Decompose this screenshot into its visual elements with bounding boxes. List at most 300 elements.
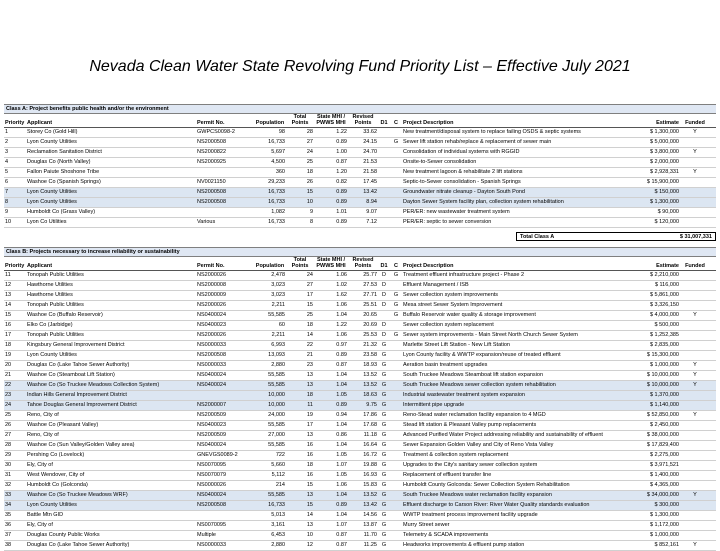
cell-priority: 29 bbox=[5, 452, 12, 458]
cell-points: 8 bbox=[309, 219, 313, 225]
cell-description: Reno-Stead water reclamation facility expansion to 4 MGD bbox=[403, 412, 546, 418]
cell-priority: 12 bbox=[5, 282, 12, 288]
cell-population: 55,585 bbox=[268, 422, 285, 428]
cell-applicant: Tonopah Public Utilities bbox=[27, 302, 84, 308]
cell-priority: 3 bbox=[5, 149, 9, 155]
cell-mhi: 1.01 bbox=[336, 209, 347, 215]
cell-description: Humboldt County Golconda: Sewer Collection System Rehabilitation bbox=[403, 482, 570, 488]
cell-permit: NS0070079 bbox=[197, 472, 227, 478]
cell-funded bbox=[680, 521, 710, 530]
cell-description: Sewer collection system replacement bbox=[403, 322, 494, 328]
cell-revised: 13.52 bbox=[363, 492, 377, 498]
cell-mhi: 1.06 bbox=[336, 302, 347, 308]
cell-revised: 13.52 bbox=[363, 382, 377, 388]
cell-description: Effluent Management / ISB bbox=[403, 282, 469, 288]
cell-funded bbox=[680, 331, 710, 340]
cell-mhi: 0.94 bbox=[336, 412, 347, 418]
cell-c bbox=[390, 511, 402, 520]
col-mhi: State MHI / PWWS MHI bbox=[316, 114, 346, 126]
cell-applicant: Tahoe Douglas General Improvement District bbox=[27, 402, 137, 408]
cell-c bbox=[390, 431, 402, 440]
cell-revised: 13.42 bbox=[363, 189, 377, 195]
cell-permit: NS0000033 bbox=[197, 542, 227, 548]
cell-priority: 34 bbox=[5, 502, 12, 508]
cell-estimate: $ 1,140,000 bbox=[649, 402, 679, 408]
cell-points: 28 bbox=[306, 129, 313, 135]
cell-population: 5,697 bbox=[271, 149, 285, 155]
cell-estimate: $ 1,400,000 bbox=[649, 472, 679, 478]
cell-description: PER/ER: septic to sewer conversion bbox=[403, 219, 492, 225]
cell-description: Groundwater nitrate cleanup - Dayton South Pond bbox=[403, 189, 525, 195]
cell-population: 10,000 bbox=[268, 402, 285, 408]
cell-c bbox=[390, 178, 402, 187]
cell-funded bbox=[680, 208, 710, 217]
cell-applicant: Lyon County Utilities bbox=[27, 139, 77, 145]
cell-priority: 14 bbox=[5, 302, 12, 308]
cell-revised: 27.71 bbox=[363, 292, 377, 298]
cell-population: 98 bbox=[278, 129, 285, 135]
cell-description: Sewer Expansion Golden Valley and City of Reno Vista Valley bbox=[403, 442, 554, 448]
cell-funded: Y bbox=[693, 542, 697, 548]
class-a-header: Class A: Project benefits public health and/or the environment bbox=[4, 104, 716, 114]
cell-points: 23 bbox=[306, 362, 313, 368]
table-row bbox=[4, 481, 716, 491]
cell-population: 10,000 bbox=[268, 392, 285, 398]
cell-applicant: Indian Hills General Improvement District bbox=[27, 392, 127, 398]
cell-d1: G bbox=[381, 512, 387, 518]
cell-description: South Truckee Meadows sewer collection system rehabilitation bbox=[403, 382, 556, 388]
cell-funded bbox=[680, 441, 710, 450]
cell-permit: NS0000033 bbox=[197, 342, 227, 348]
cell-estimate: $ 90,000 bbox=[657, 209, 679, 215]
cell-c bbox=[390, 441, 402, 450]
cell-points: 17 bbox=[306, 422, 313, 428]
cell-estimate: $ 15,900,000 bbox=[646, 179, 679, 185]
cell-estimate: $ 2,000,000 bbox=[649, 159, 679, 165]
cell-points: 22 bbox=[306, 342, 313, 348]
cell-permit: NS0400024 bbox=[197, 372, 227, 378]
cell-funded bbox=[680, 178, 710, 187]
cell-applicant: Kingsbury General Improvement District bbox=[27, 342, 125, 348]
cell-estimate: $ 3,326,150 bbox=[649, 302, 679, 308]
cell-points: 10 bbox=[306, 199, 313, 205]
cell-applicant: Douglas Co (North Valley) bbox=[27, 159, 91, 165]
cell-mhi: 1.22 bbox=[336, 129, 347, 135]
cell-population: 24,000 bbox=[268, 412, 285, 418]
cell-c bbox=[390, 501, 402, 510]
cell-funded: Y bbox=[693, 129, 697, 135]
cell-applicant: Hawthorne Utilities bbox=[27, 292, 73, 298]
cell-d1: G bbox=[381, 502, 387, 508]
cell-mhi: 1.05 bbox=[336, 392, 347, 398]
cell-c bbox=[390, 281, 402, 290]
cell-d1: D bbox=[382, 322, 386, 328]
cell-mhi: 0.89 bbox=[336, 502, 347, 508]
cell-c bbox=[390, 521, 402, 530]
cell-d1: G bbox=[381, 362, 387, 368]
cell-applicant: Elko Co (Jarbidge) bbox=[27, 322, 73, 328]
cell-d1 bbox=[378, 218, 390, 227]
cell-priority: 4 bbox=[5, 159, 9, 165]
table-row bbox=[4, 281, 716, 291]
table-row bbox=[4, 491, 716, 501]
col-d1: D1 bbox=[380, 263, 388, 269]
cell-population: 13,093 bbox=[268, 352, 285, 358]
cell-estimate: $ 1,252,385 bbox=[649, 332, 679, 338]
cell-points: 13 bbox=[306, 382, 313, 388]
cell-points: 18 bbox=[306, 322, 313, 328]
cell-revised: 19.88 bbox=[363, 462, 377, 468]
table-row bbox=[4, 178, 716, 188]
table-row bbox=[4, 208, 716, 218]
cell-mhi: 1.22 bbox=[336, 322, 347, 328]
cell-d1: G bbox=[381, 542, 387, 548]
cell-c: G bbox=[393, 139, 399, 145]
cell-estimate: $ 1,000,000 bbox=[649, 532, 679, 538]
cell-d1 bbox=[378, 178, 390, 187]
cell-funded: Y bbox=[693, 412, 697, 418]
cell-permit: NS2000009 bbox=[197, 292, 227, 298]
cell-points: 26 bbox=[306, 179, 313, 185]
cell-mhi: 1.20 bbox=[336, 169, 347, 175]
cell-priority: 32 bbox=[5, 482, 12, 488]
cell-permit: NS0400023 bbox=[197, 322, 227, 328]
cell-applicant: Storey Co (Gold Hill) bbox=[27, 129, 78, 135]
cell-funded bbox=[680, 291, 710, 300]
cell-funded bbox=[680, 321, 710, 330]
cell-d1 bbox=[378, 138, 390, 147]
table-row bbox=[4, 401, 716, 411]
cell-funded bbox=[680, 471, 710, 480]
cell-d1 bbox=[378, 311, 390, 320]
cell-c bbox=[390, 188, 402, 197]
cell-priority: 36 bbox=[5, 522, 12, 528]
cell-applicant: Humboldt Co (Grass Valley) bbox=[27, 209, 96, 215]
cell-priority: 5 bbox=[5, 169, 9, 175]
col-mhi: State MHI / PWWS MHI bbox=[316, 257, 346, 269]
table-row bbox=[4, 421, 716, 431]
cell-population: 5,112 bbox=[271, 472, 285, 478]
cell-points: 14 bbox=[306, 332, 313, 338]
cell-funded bbox=[680, 481, 710, 490]
cell-revised: 11.18 bbox=[363, 432, 377, 438]
cell-applicant: Lyon County Utilities bbox=[27, 189, 77, 195]
cell-applicant: Tonopah Public Utilities bbox=[27, 272, 84, 278]
cell-mhi: 1.06 bbox=[336, 272, 347, 278]
cell-description: New treatment/disposal system to replace failing OSDS & septic systems bbox=[403, 129, 581, 135]
cell-estimate: $ 5,000,000 bbox=[649, 139, 679, 145]
cell-revised: 15.83 bbox=[363, 482, 377, 488]
cell-estimate: $ 1,300,000 bbox=[649, 129, 679, 135]
cell-priority: 8 bbox=[5, 199, 9, 205]
cell-estimate: $ 1,370,000 bbox=[649, 392, 679, 398]
cell-applicant: Washoe Co (Spanish Springs) bbox=[27, 179, 101, 185]
cell-mhi: 0.87 bbox=[336, 362, 347, 368]
cell-mhi: 1.05 bbox=[336, 472, 347, 478]
cell-applicant: Lyon County Utilities bbox=[27, 199, 77, 205]
cell-permit: NS2000026 bbox=[197, 272, 227, 278]
cell-applicant: Reclamation Sanitation District bbox=[27, 149, 102, 155]
cell-applicant: Fallon Paiute Shoshone Tribe bbox=[27, 169, 100, 175]
table-row bbox=[4, 271, 716, 281]
table-row bbox=[4, 411, 716, 421]
cell-description: Buffalo Reservoir water quality & storage improvement bbox=[403, 312, 536, 318]
cell-funded bbox=[680, 401, 710, 410]
cell-funded bbox=[680, 198, 710, 207]
cell-funded bbox=[680, 451, 710, 460]
cell-d1: G bbox=[381, 382, 387, 388]
class-b-header: Class B: Projects necessary to increase reliability or sustainability bbox=[4, 247, 716, 257]
cell-permit: GWPCS0098-2 bbox=[197, 129, 235, 135]
cell-d1: G bbox=[381, 352, 387, 358]
cell-funded: Y bbox=[693, 169, 697, 175]
cell-estimate: $ 150,000 bbox=[654, 189, 679, 195]
cell-c: G bbox=[393, 272, 399, 278]
cell-mhi: 1.02 bbox=[336, 282, 347, 288]
cell-permit: NS0400024 bbox=[197, 492, 227, 498]
cell-permit: NS0000033 bbox=[197, 362, 227, 368]
cell-mhi: 0.87 bbox=[336, 542, 347, 548]
table-row bbox=[4, 501, 716, 511]
cell-d1: G bbox=[381, 432, 387, 438]
cell-points: 12 bbox=[306, 542, 313, 548]
cell-estimate: $ 116,000 bbox=[654, 282, 679, 288]
cell-funded bbox=[680, 511, 710, 520]
cell-d1 bbox=[378, 198, 390, 207]
cell-points: 18 bbox=[306, 462, 313, 468]
cell-description: Industrial wastewater treatment system expansion bbox=[403, 392, 525, 398]
cell-revised: 20.69 bbox=[363, 322, 377, 328]
cell-mhi: 1.04 bbox=[336, 312, 347, 318]
cell-population: 2,880 bbox=[271, 542, 285, 548]
cell-d1: G bbox=[381, 532, 387, 538]
cell-applicant: Douglas Co (Lake Tahoe Sewer Authority) bbox=[27, 542, 130, 548]
cell-points: 15 bbox=[306, 189, 313, 195]
cell-mhi: 1.00 bbox=[336, 149, 347, 155]
cell-mhi: 1.04 bbox=[336, 422, 347, 428]
cell-c bbox=[390, 208, 402, 217]
cell-mhi: 1.06 bbox=[336, 482, 347, 488]
cell-priority: 18 bbox=[5, 342, 12, 348]
cell-estimate: $ 5,861,000 bbox=[649, 292, 679, 298]
cell-permit: NS0400024 bbox=[197, 442, 227, 448]
cell-applicant: Douglas County Public Works bbox=[27, 532, 100, 538]
cell-permit: NS0070095 bbox=[197, 522, 227, 528]
cell-permit: NS2000508 bbox=[197, 502, 227, 508]
cell-priority: 26 bbox=[5, 422, 12, 428]
cell-mhi: 0.97 bbox=[336, 342, 347, 348]
cell-population: 6,993 bbox=[271, 342, 285, 348]
cell-priority: 27 bbox=[5, 432, 12, 438]
cell-points: 21 bbox=[306, 352, 313, 358]
cell-mhi: 0.89 bbox=[336, 219, 347, 225]
cell-mhi: 1.04 bbox=[336, 492, 347, 498]
cell-points: 15 bbox=[306, 482, 313, 488]
table-row bbox=[4, 371, 716, 381]
cell-funded bbox=[680, 218, 710, 227]
cell-mhi: 0.87 bbox=[336, 532, 347, 538]
cell-funded bbox=[680, 301, 710, 310]
table-row bbox=[4, 128, 716, 138]
cell-permit: NS2000925 bbox=[197, 159, 227, 165]
cell-c bbox=[390, 148, 402, 157]
cell-description: Sewer collection system improvements bbox=[403, 292, 499, 298]
priority-list-sheet bbox=[4, 104, 716, 551]
cell-population: 722 bbox=[275, 452, 285, 458]
col-applicant: Applicant bbox=[27, 263, 53, 269]
cell-funded bbox=[680, 281, 710, 290]
cell-d1: D bbox=[382, 302, 386, 308]
cell-mhi: 0.89 bbox=[336, 402, 347, 408]
cell-description: Treatment & collection system replacement bbox=[403, 452, 509, 458]
col-estimate: Estimate bbox=[656, 263, 679, 269]
cell-points: 24 bbox=[306, 272, 313, 278]
cell-c bbox=[390, 411, 402, 420]
cell-estimate: $ 300,000 bbox=[654, 502, 679, 508]
cell-points: 11 bbox=[307, 402, 313, 408]
cell-priority: 17 bbox=[5, 332, 12, 338]
cell-description: WWTP treatment process improvement facility upgrade bbox=[403, 512, 538, 518]
cell-priority: 23 bbox=[5, 392, 12, 398]
cell-d1: G bbox=[381, 372, 387, 378]
cell-population: 2,880 bbox=[271, 362, 285, 368]
cell-points: 15 bbox=[306, 302, 313, 308]
cell-mhi: 0.87 bbox=[336, 159, 347, 165]
cell-priority: 25 bbox=[5, 412, 12, 418]
table-row bbox=[4, 321, 716, 331]
cell-population: 3,023 bbox=[271, 282, 285, 288]
page-title: Nevada Clean Water State Revolving Fund Priority List – Effective July 2021 bbox=[89, 58, 631, 75]
col-applicant: Applicant bbox=[27, 120, 53, 126]
cell-revised: 13.42 bbox=[363, 502, 377, 508]
cell-d1 bbox=[378, 168, 390, 177]
cell-funded: Y bbox=[693, 362, 697, 368]
col-revised-points: Revised Points bbox=[352, 257, 374, 269]
col-total-points: Total Points bbox=[291, 114, 309, 126]
cell-funded bbox=[680, 501, 710, 510]
cell-estimate: $ 4,365,000 bbox=[649, 482, 679, 488]
cell-population: 3,161 bbox=[271, 522, 285, 528]
table-row bbox=[4, 218, 716, 228]
cell-priority: 22 bbox=[5, 382, 12, 388]
cell-description: Lyon County facility & WWTP expansion/reuse of treated effluent bbox=[403, 352, 561, 358]
cell-c bbox=[390, 481, 402, 490]
col-description: Project Description bbox=[403, 263, 454, 269]
table-row bbox=[4, 158, 716, 168]
cell-description: Upgrades to the City's sanitary sewer collection system bbox=[403, 462, 538, 468]
cell-description: Aeration basin treatment upgrades bbox=[403, 362, 488, 368]
cell-revised: 18.93 bbox=[363, 362, 377, 368]
cell-d1: G bbox=[381, 342, 387, 348]
cell-points: 13 bbox=[306, 492, 313, 498]
cell-permit: Multiple bbox=[197, 532, 216, 538]
cell-revised: 17.68 bbox=[363, 422, 377, 428]
cell-funded bbox=[680, 341, 710, 350]
cell-funded bbox=[680, 431, 710, 440]
col-description: Project Description bbox=[403, 120, 454, 126]
cell-d1: G bbox=[381, 442, 387, 448]
cell-applicant: Washoe Co (So Truckee Meadows Collection System) bbox=[27, 382, 160, 388]
cell-description: Dayton Sewer System facility plan, collection system rehabilitation bbox=[403, 199, 564, 205]
table-row bbox=[4, 198, 716, 208]
cell-estimate: $ 10,000,000 bbox=[646, 372, 679, 378]
cell-estimate: $ 1,000,000 bbox=[649, 362, 679, 368]
cell-funded bbox=[680, 421, 710, 430]
cell-permit bbox=[196, 511, 254, 520]
cell-revised: 13.52 bbox=[363, 372, 377, 378]
col-total-points: Total Points bbox=[291, 257, 309, 269]
cell-mhi: 1.06 bbox=[336, 332, 347, 338]
cell-points: 19 bbox=[306, 412, 313, 418]
cell-description: PER/ER: new wastewater treatment system bbox=[403, 209, 510, 215]
cell-permit: NS2000509 bbox=[197, 412, 227, 418]
cell-permit bbox=[196, 168, 254, 177]
cell-population: 5,013 bbox=[271, 512, 285, 518]
cell-population: 16,733 bbox=[268, 139, 285, 145]
cell-description: Stead lift station & Pleasant Valley pump replacements bbox=[403, 422, 537, 428]
cell-funded bbox=[680, 391, 710, 400]
col-funded: Funded bbox=[685, 263, 705, 269]
cell-applicant: Pershing Co (Lovelock) bbox=[27, 452, 85, 458]
col-population: Population bbox=[255, 263, 285, 269]
cell-population: 5,660 bbox=[271, 462, 285, 468]
cell-points: 9 bbox=[309, 209, 313, 215]
cell-mhi: 1.62 bbox=[336, 292, 347, 298]
cell-points: 16 bbox=[306, 442, 313, 448]
cell-description: Consolidation of individual systems with RGGID bbox=[403, 149, 520, 155]
cell-revised: 14.56 bbox=[363, 512, 377, 518]
cell-estimate: $ 4,000,000 bbox=[649, 312, 679, 318]
cell-estimate: $ 3,971,521 bbox=[649, 462, 679, 468]
table-row bbox=[4, 148, 716, 158]
cell-population: 55,585 bbox=[268, 372, 285, 378]
cell-permit: NS2000822 bbox=[197, 149, 227, 155]
cell-d1 bbox=[378, 128, 390, 137]
col-c: C bbox=[394, 263, 398, 269]
cell-permit bbox=[196, 208, 254, 217]
cell-estimate: $ 2,450,000 bbox=[649, 422, 679, 428]
cell-funded bbox=[680, 351, 710, 360]
cell-population: 3,023 bbox=[271, 292, 285, 298]
cell-applicant: Reno, City of bbox=[27, 412, 59, 418]
cell-c bbox=[390, 531, 402, 540]
cell-priority: 33 bbox=[5, 492, 12, 498]
cell-c bbox=[390, 321, 402, 330]
cell-permit: NS2000508 bbox=[197, 139, 227, 145]
cell-revised: 13.87 bbox=[363, 522, 377, 528]
cell-description: Telemetry & SCADA improvements bbox=[403, 532, 489, 538]
cell-priority: 21 bbox=[5, 372, 12, 378]
cell-d1: D bbox=[382, 332, 386, 338]
cell-applicant: Humboldt Co (Golconda) bbox=[27, 482, 88, 488]
cell-description: Septic-to-Sewer consolidation - Spanish Springs bbox=[403, 179, 521, 185]
cell-c bbox=[390, 471, 402, 480]
cell-description: Marlette Street Lift Station - New Lift Station bbox=[403, 342, 510, 348]
cell-description: New treatment lagoon & rehabilitate 2 lift stations bbox=[403, 169, 523, 175]
total-value: $ 31,007,331 bbox=[679, 234, 712, 240]
class-a-total bbox=[4, 232, 716, 241]
cell-description: Sewer system improvements - Main Street North Church Sewer System bbox=[403, 332, 578, 338]
cell-c bbox=[390, 451, 402, 460]
cell-description: Intermittent pipe upgrade bbox=[403, 402, 465, 408]
cell-population: 360 bbox=[275, 169, 285, 175]
cell-revised: 17.86 bbox=[363, 412, 377, 418]
cell-population: 6,453 bbox=[271, 532, 285, 538]
cell-applicant: Washoe Co (So Truckee Meadows WRF) bbox=[27, 492, 128, 498]
cell-estimate: $ 15,300,000 bbox=[646, 352, 679, 358]
class-b-table bbox=[4, 271, 716, 551]
cell-mhi: 0.86 bbox=[336, 432, 347, 438]
